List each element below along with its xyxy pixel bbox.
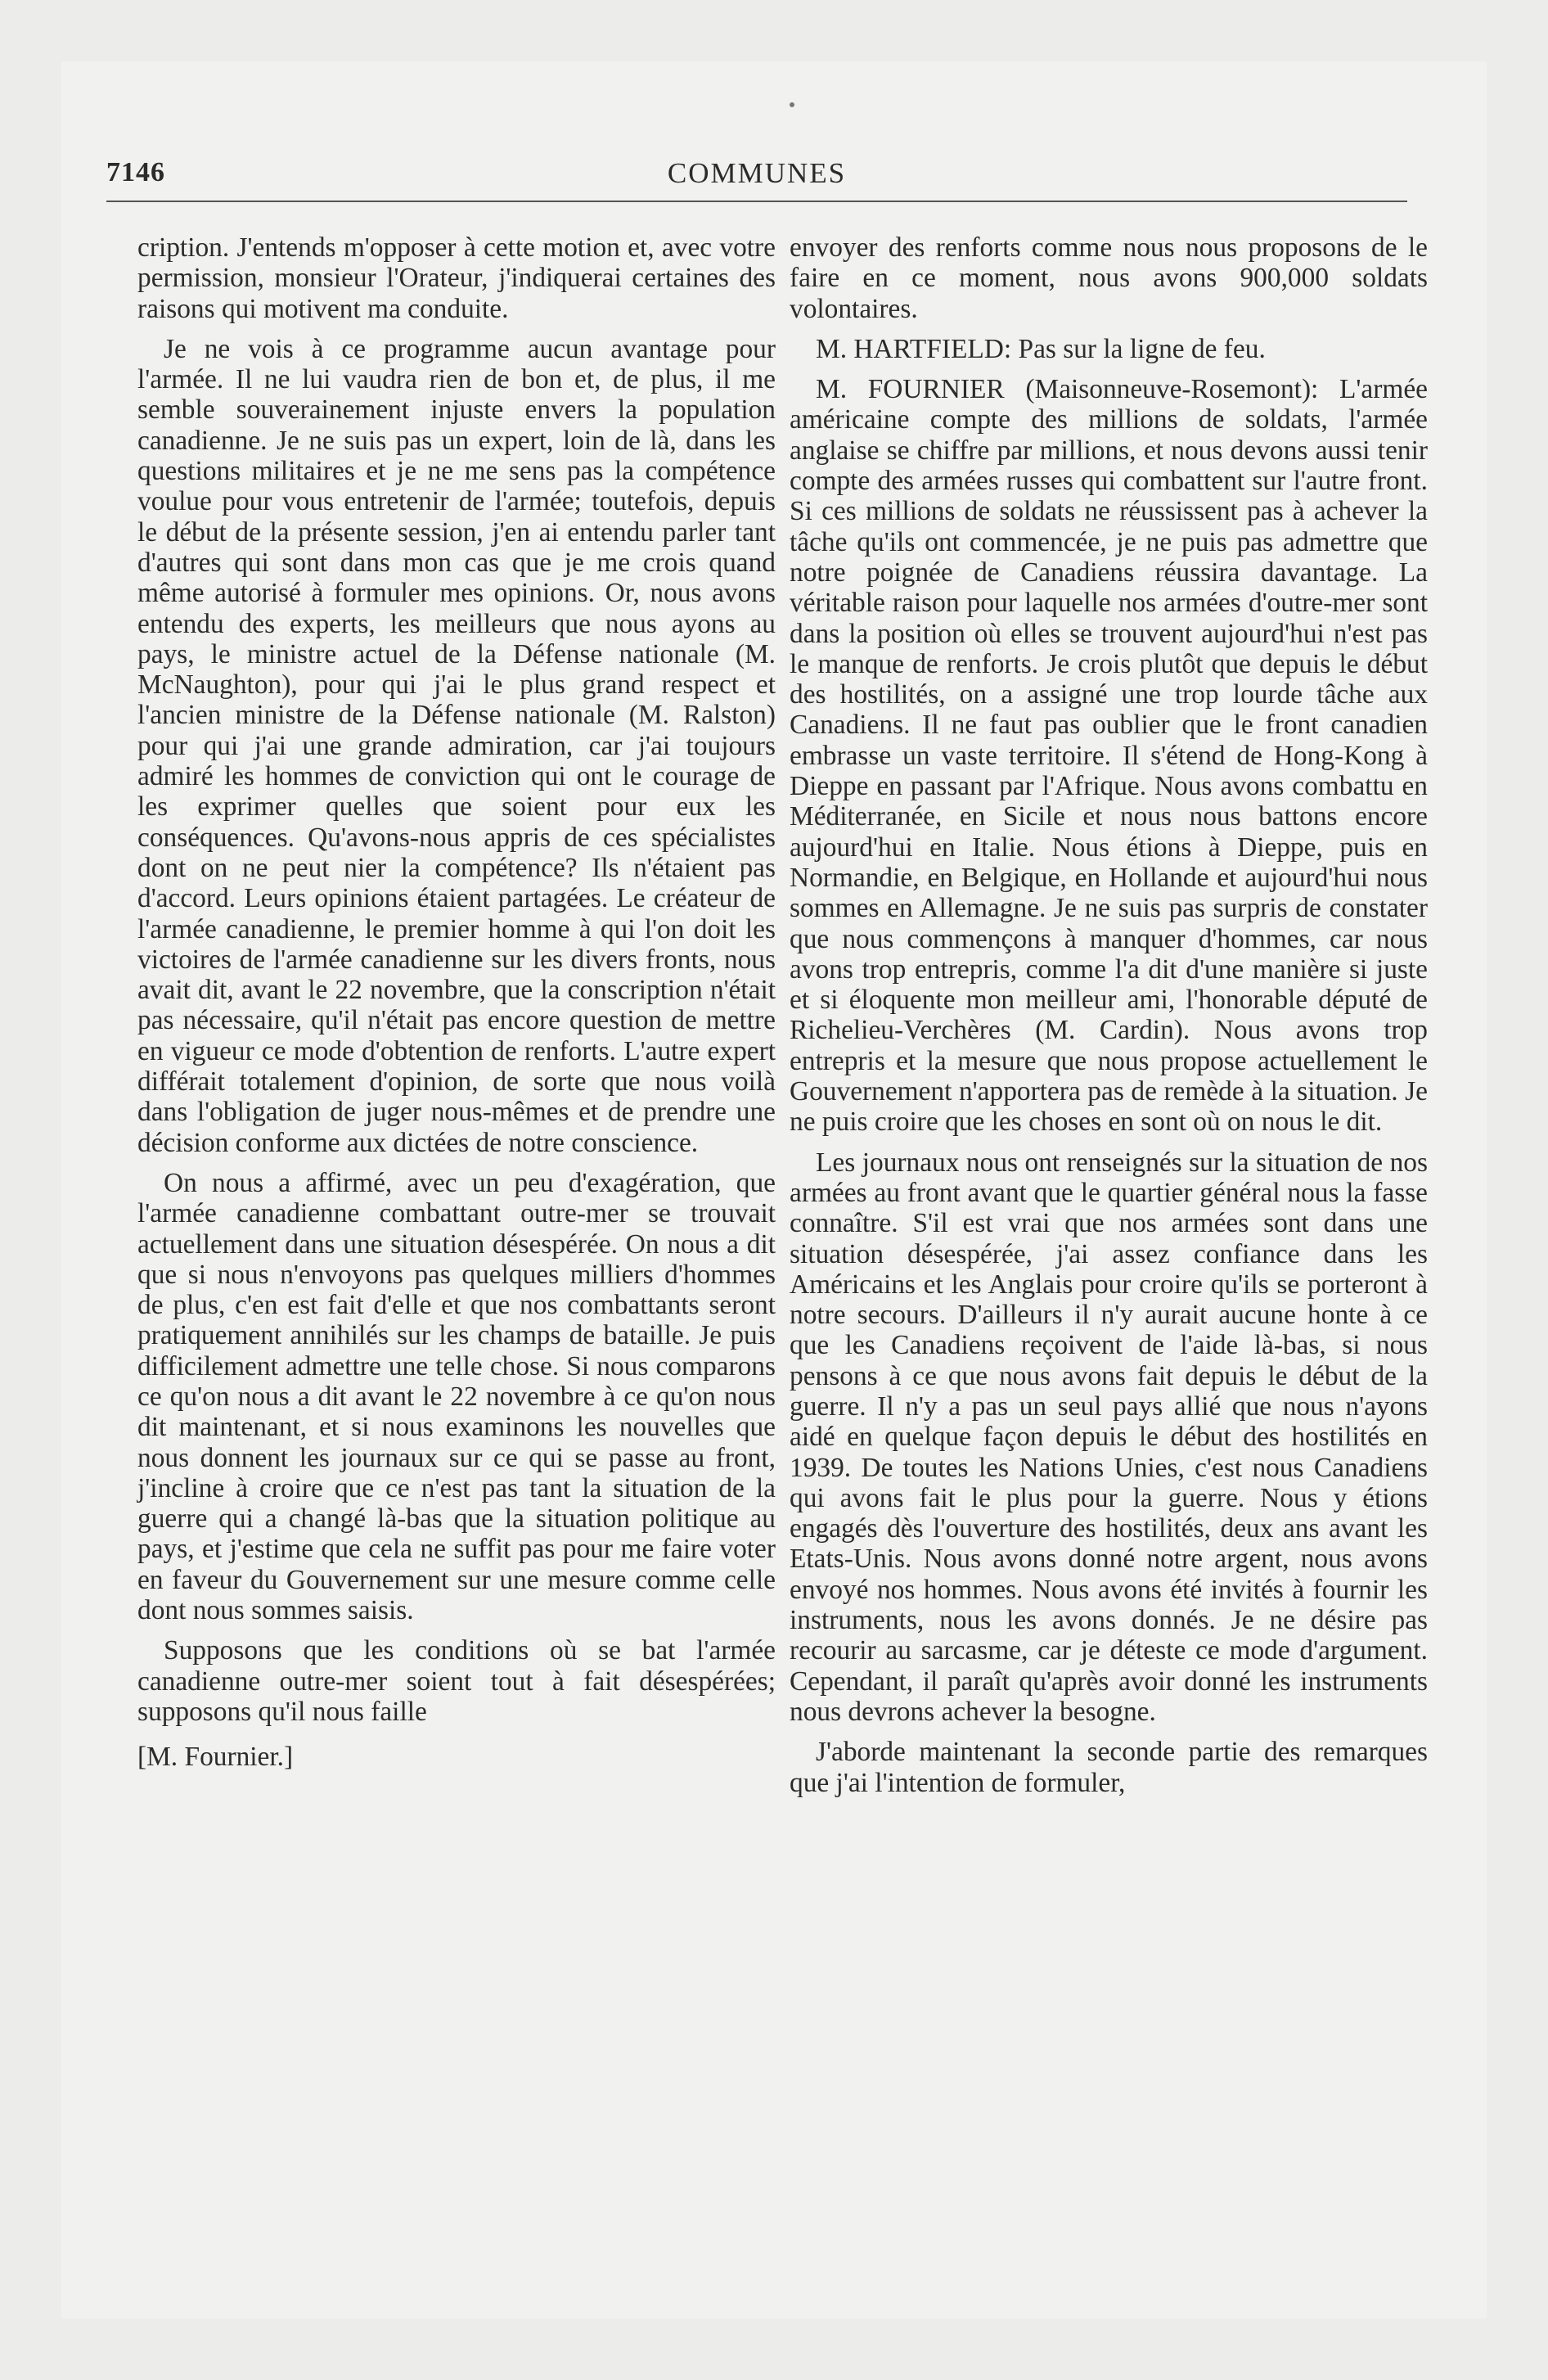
running-head: COMMUNES [667,157,847,189]
paragraph: Les journaux nous ont renseignés sur la situation de nos armées au front avant que le quartier général nous la fasse connaître. S'il est vrai que nos armées sont dans une situation désespérée, j'ai assez confiance dans les Américains et les Anglais pour croire qu'ils se porteront à notre secours. D'ailleurs il n'y aurait aucune honte à ce que les Canadiens reçoivent de l'aide là-bas, si nous pensons à ce que nous avons fait depuis le début de la guerre. Il n'y a pas un seul pays allié que nous n'ayons aidé en quelque façon depuis le début des hostilités en 1939. De toutes les Nations Unies, c'est nous Canadiens qui avons fait le plus pour la guerre. Nous y étions engagés dès l'ouverture des hostilités, deux ans avant les Etats-Unis. Nous avons donné notre argent, nous avons envoyé nos hommes. Nous avons été invités à fournir les instruments, nous les avons donnés. Je ne désire pas recourir au sarcasme, car je déteste ce mode d'argument. Cependant, il paraît qu'après avoir donné les instruments nous devrons achever la besogne. [790,1147,1428,1727]
right-column [790,232,1428,1798]
page-header [106,157,1407,193]
left-column [137,232,776,1773]
paragraph: envoyer des renforts comme nous nous proposons de le faire en ce moment, nous avons 900,000 soldats volontaires. [790,232,1428,324]
paragraph: On nous a affirmé, avec un peu d'exagération, que l'armée canadienne combattant outre-mer se trouvait actuellement dans une situation désespérée. On nous a dit que si nous n'envoyons pas quelques milliers d'hommes de plus, c'en est fait d'elle et que nos combattants seront pratiquement annihilés sur les champs de bataille. Je puis difficilement admettre une telle chose. Si nous comparons ce qu'on nous a dit avant le 22 novembre à ce qu'on nous dit maintenant, et si nous examinons les nouvelles que nous donnent les journaux sur ce qui se passe au front, j'incline à croire que ce n'est pas tant la situation de la guerre qui a changé là-bas que la situation politique au pays, et j'estime que cela ne suffit pas pour me faire voter en faveur du Gouvernement sur une mesure comme celle dont nous sommes saisis. [137,1167,776,1626]
paragraph: Supposons que les conditions où se bat l'armée canadienne outre-mer soient tout à fait désespérées; supposons qu'il nous faille [137,1635,776,1727]
interjection: M. HARTFIELD: Pas sur la ligne de feu. [816,333,1266,364]
ink-speck [790,102,794,107]
paragraph: cription. J'entends m'opposer à cette motion et, avec votre permission, monsieur l'Orateur, j'indiquerai certaines des raisons qui motivent ma conduite. [137,232,776,324]
page-number: 7146 [106,157,165,187]
paragraph: Je ne vois à ce programme aucun avantage pour l'armée. Il ne lui vaudra rien de bon et, de plus, il me semble souverainement injuste envers la population canadienne. Je ne suis pas un expert, loin de là, dans les questions militaires et je ne me sens pas la compétence voulue pour vous entretenir de l'armée; toutefois, depuis le début de la présente session, j'en ai entendu parler tant d'autres qui sont dans mon cas que je me crois quand même autorisé à formuler mes opinions. Or, nous avons entendu des experts, les meilleurs que nous ayons au pays, le ministre actuel de la Défense nationale (M. McNaughton), pour qui j'ai le plus grand respect et l'ancien ministre de la Défense nationale (M. Ralston) pour qui j'ai une grande admiration, car j'ai toujours admiré les hommes de conviction qui ont le courage de les exprimer quelles que soient pour eux les conséquences. Qu'avons-nous appris de ces spécialistes dont on ne peut nier la compétence? Ils n'étaient pas d'accord. Leurs opinions étaient partagées. Le créateur de l'armée canadienne, le premier homme à qui l'on doit les victoires de l'armée canadienne sur les divers fronts, nous avait dit, avant le 22 novembre, que la conscription n'était pas nécessaire, qu'il n'était pas encore question de mettre en vigueur ce mode d'obtention de renforts. L'autre expert différait totalement d'opinion, de sorte que nous voilà dans l'obligation de juger nous-mêmes et de prendre une décision conforme aux dictées de notre conscience. [137,333,776,1158]
header-rule [106,201,1407,202]
paragraph: M. FOURNIER (Maisonneuve-Rosemont): L'armée américaine compte des millions de soldats, l'armée anglaise se chiffre par millions, et nous devons aussi tenir compte des armées russes qui combattent sur l'autre front. Si ces millions de soldats ne réussissent pas à achever la tâche qu'ils ont commencée, je ne puis pas admettre que notre poignée de Canadiens réussira davantage. La véritable raison pour laquelle nos armées d'outre-mer sont dans la position où elles se trouvent aujourd'hui n'est pas le manque de renforts. Je crois plutôt que depuis le début des hostilités, on a assigné une trop lourde tâche aux Canadiens. Il ne faut pas oublier que le front canadien embrasse un vaste territoire. Il s'étend de Hong-Kong à Dieppe en passant par l'Afrique. Nous avons combattu en Méditerranée, en Sicile et nous nous battons encore aujourd'hui en Italie. Nous étions à Dieppe, puis en Normandie, en Belgique, en Hollande et aujourd'hui nous sommes en Allemagne. Je ne suis pas surpris de constater que nous commençons à manquer d'hommes, car nous avons trop entrepris, comme l'a dit d'une manière si juste et si éloquente mon meilleur ami, l'honorable député de Richelieu-Verchères (M. Cardin). Nous avons trop entrepris et la mesure que nous propose actuellement le Gouvernement n'apportera pas de remède à la situation. Je ne puis croire que les choses en sont où on nous le dit. [790,374,1428,1138]
speaker-attribution: [M. Fournier.] [137,1742,294,1773]
paragraph: J'aborde maintenant la seconde partie des remarques que j'ai l'intention de formuler, [790,1737,1428,1798]
